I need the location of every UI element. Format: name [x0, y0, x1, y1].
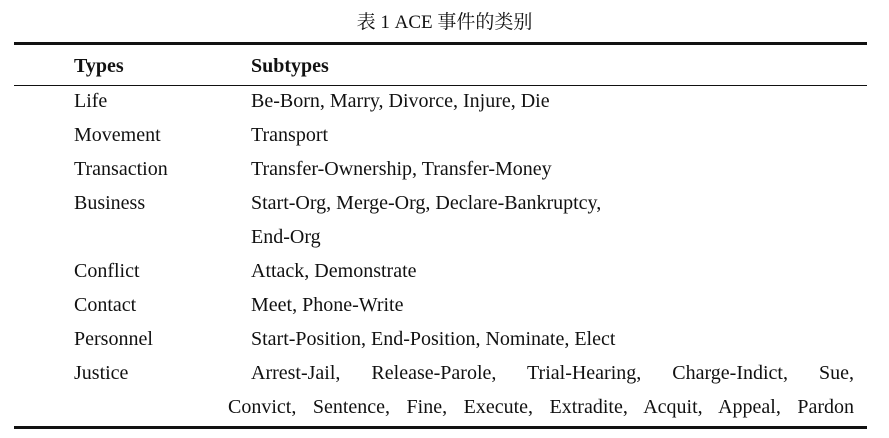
type-cell: Personnel [74, 328, 153, 350]
subtypes-cell-continued: End-Org [251, 226, 321, 248]
subtypes-cell: Transport [251, 124, 329, 146]
subtypes-cell-continued: Convict, Sentence, Fine, Execute, Extradite, Acquit, Appeal, Pardon [228, 396, 854, 418]
type-cell: Life [74, 90, 108, 112]
header-types: Types [74, 55, 124, 77]
subtypes-cell: Arrest-Jail, Release-Parole, Trial-Hearing, Charge-Indict, Sue, [251, 362, 854, 384]
subtypes-cell: Be-Born, Marry, Divorce, Injure, Die [251, 90, 550, 112]
type-cell: Business [74, 192, 146, 214]
type-cell: Justice [74, 362, 129, 384]
header-rule [14, 85, 867, 86]
subtypes-cell: Attack, Demonstrate [251, 260, 417, 282]
header-subtypes: Subtypes [251, 55, 329, 77]
subtypes-cell: Meet, Phone-Write [251, 294, 404, 316]
type-cell: Conflict [74, 260, 140, 282]
type-cell: Contact [74, 294, 137, 316]
type-cell: Movement [74, 124, 161, 146]
subtypes-cell: Start-Org, Merge-Org, Declare-Bankruptcy, [251, 192, 602, 214]
subtypes-cell: Transfer-Ownership, Transfer-Money [251, 158, 552, 180]
table-caption: 表 1 ACE 事件的类别 [356, 12, 533, 33]
type-cell: Transaction [74, 158, 168, 180]
top-rule [14, 42, 867, 45]
subtypes-cell: Start-Position, End-Position, Nominate, Elect [251, 328, 616, 350]
bottom-rule [14, 426, 867, 429]
